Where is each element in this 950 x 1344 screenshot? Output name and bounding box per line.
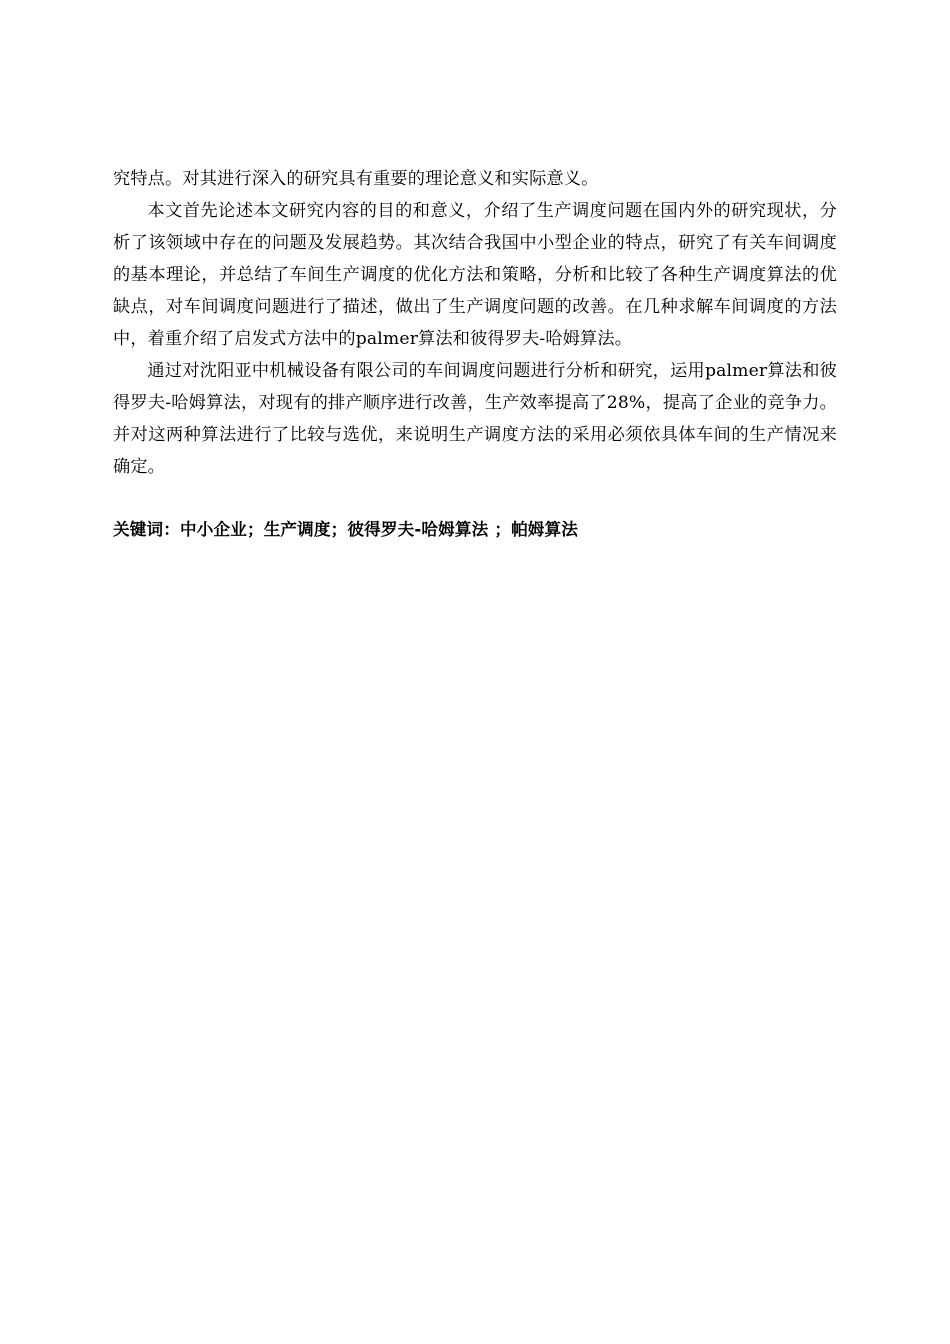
paragraph-case-study: 通过对沈阳亚中机械设备有限公司的车间调度问题进行分析和研究，运用palmer算法和彼得罗夫-哈姆算法，对现有的排产顺序进行改善，生产效率提高了28%，提高了企业的竞争力。并对这两种算法进行了比较与选优，来说明生产调度方法的采用必须依具体车间的生产情况来确定。 [113, 361, 837, 477]
keywords-line: 关键词：中小企业；生产调度；彼得罗夫-哈姆算法 ；帕姆算法 [113, 520, 579, 539]
paragraph-purpose: 本文首先论述本文研究内容的目的和意义，介绍了生产调度问题在国内外的研究现状，分析了该领域中存在的问题及发展趋势。其次结合我国中小型企业的特点，研究了有关车间调度的基本理论，并总结了车间生产调度的优化方法和策略，分析和比较了各种生产调度算法的优缺点，对车间调度问题进行了描述，做出了生产调度问题的改善。在几种求解车间调度的方法中，着重介绍了启发式方法中的palmer算法和彼得罗夫-哈姆算法。 [113, 201, 837, 349]
abstract-body [113, 163, 837, 546]
paragraph-continuation: 究特点。对其进行深入的研究具有重要的理论意义和实际意义。 [113, 169, 599, 189]
